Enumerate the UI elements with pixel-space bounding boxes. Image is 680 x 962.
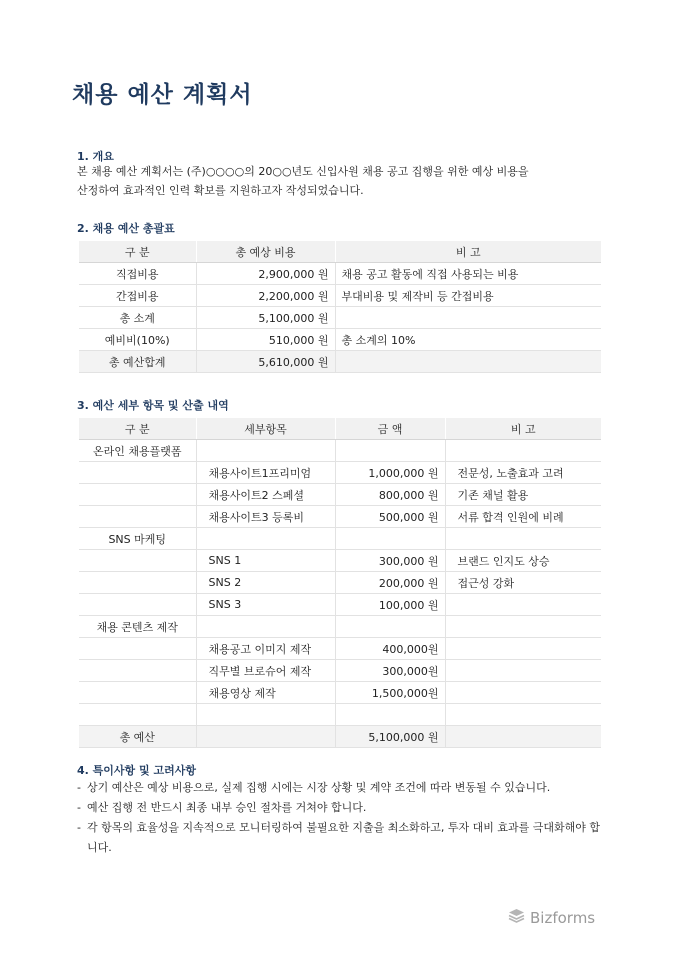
summary-category: 총 예산합계 [79,351,196,373]
summary-category: 총 소계 [79,307,196,329]
detail-note [445,682,601,704]
table-row [79,506,601,528]
dash-bullet: - [77,781,81,794]
notes-list [77,778,605,858]
summary-amount: 2,200,000 원 [196,285,335,307]
detail-category [79,594,196,616]
detail-category: 채용 콘텐츠 제작 [79,616,196,638]
table-row [79,440,601,462]
table-row [79,462,601,484]
summary-header-note: 비 고 [335,241,601,263]
detail-category: 온라인 채용플랫폼 [79,440,196,462]
table-row [79,307,601,329]
detail-item [196,528,335,550]
detail-item: 채용영상 제작 [196,682,335,704]
detail-category [79,550,196,572]
note-text: 예산 집행 전 반드시 최종 내부 승인 절차를 거쳐야 합니다. [87,801,367,814]
summary-note: 부대비용 및 제작비 등 간접비용 [335,285,601,307]
detail-header-note: 비 고 [445,418,601,440]
detail-note [445,594,601,616]
detail-category [79,484,196,506]
detail-header-amount: 금 액 [335,418,445,440]
table-row [79,351,601,373]
list-item [77,798,605,818]
detail-item: SNS 2 [196,572,335,594]
section-3-heading: 3. 예산 세부 항목 및 산출 내역 [77,399,229,412]
summary-amount: 2,900,000 원 [196,263,335,285]
detail-category [79,682,196,704]
detail-item: 채용사이트1프리미엄 [196,462,335,484]
detail-amount: 200,000 원 [335,572,445,594]
detail-amount [335,704,445,726]
table-row [79,263,601,285]
table-row [79,616,601,638]
detail-header-row [79,418,601,440]
summary-category: 간접비용 [79,285,196,307]
detail-note [445,704,601,726]
detail-note: 브랜드 인지도 상승 [445,550,601,572]
detail-header-category: 구 분 [79,418,196,440]
detail-amount: 300,000원 [335,660,445,682]
detail-amount: 100,000 원 [335,594,445,616]
detail-amount: 300,000 원 [335,550,445,572]
summary-amount: 5,610,000 원 [196,351,335,373]
section-1-line-2: 산정하여 효과적인 인력 확보를 지원하고자 작성되었습니다. [77,184,364,197]
detail-category: SNS 마케팅 [79,528,196,550]
summary-note [335,351,601,373]
summary-note: 총 소계의 10% [335,329,601,351]
summary-note: 채용 공고 활동에 직접 사용되는 비용 [335,263,601,285]
detail-note: 접근성 강화 [445,572,601,594]
detail-category [79,462,196,484]
detail-category [79,638,196,660]
detail-header-item: 세부항목 [196,418,335,440]
detail-category [79,660,196,682]
detail-amount: 400,000원 [335,638,445,660]
detail-note [445,638,601,660]
document-title: 채용 예산 계획서 [72,82,253,108]
detail-note [445,616,601,638]
list-item [77,818,605,858]
detail-note: 전문성, 노출효과 고려 [445,462,601,484]
table-row [79,484,601,506]
detail-item: 채용공고 이미지 제작 [196,638,335,660]
summary-header-amount: 총 예상 비용 [196,241,335,263]
detail-item: SNS 1 [196,550,335,572]
detail-note [445,528,601,550]
table-row [79,285,601,307]
table-row [79,550,601,572]
logo-text: Bizforms [530,909,596,927]
detail-note [445,726,601,748]
list-item [77,778,605,798]
table-row [79,329,601,351]
note-text: 각 항목의 효율성을 지속적으로 모니터링하여 불필요한 지출을 최소화하고, 투자 대비 효과를 극대화해야 합니다. [87,821,600,854]
table-row [79,638,601,660]
detail-amount: 5,100,000 원 [335,726,445,748]
detail-item [196,440,335,462]
table-row [79,660,601,682]
section-4-heading: 4. 특이사항 및 고려사항 [77,764,196,777]
detail-item: 직무별 브로슈어 제작 [196,660,335,682]
summary-table [79,241,601,373]
table-row [79,528,601,550]
table-row [79,682,601,704]
detail-category [79,704,196,726]
table-row [79,594,601,616]
table-row [79,572,601,594]
detail-amount: 800,000 원 [335,484,445,506]
detail-amount: 1,500,000원 [335,682,445,704]
summary-note [335,307,601,329]
detail-item [196,704,335,726]
dash-bullet: - [77,801,81,814]
note-text: 상기 예산은 예상 비용으로, 실제 집행 시에는 시장 상황 및 계약 조건에 따라 변동될 수 있습니다. [87,781,551,794]
detail-note: 서류 합격 인원에 비례 [445,506,601,528]
bizforms-logo [508,908,595,928]
section-1-line-1: 본 채용 예산 계획서는 (주)○○○○의 20○○년도 신입사원 채용 공고 집행을 위한 예상 비용을 [77,165,529,178]
section-1-body [77,162,529,200]
detail-table [79,418,601,748]
detail-note [445,660,601,682]
detail-note [445,440,601,462]
section-2-heading: 2. 채용 예산 총괄표 [77,222,175,235]
summary-amount: 510,000 원 [196,329,335,351]
section-1-heading: 1. 개요 [77,150,114,163]
detail-note: 기존 채널 활용 [445,484,601,506]
detail-item: 채용사이트3 등록비 [196,506,335,528]
detail-category: 총 예산 [79,726,196,748]
detail-amount [335,616,445,638]
detail-total-row [79,726,601,748]
table-row [79,704,601,726]
detail-item [196,616,335,638]
detail-item [196,726,335,748]
summary-header-row [79,241,601,263]
stack-layers-icon [508,908,525,928]
dash-bullet: - [77,821,81,834]
detail-amount [335,440,445,462]
detail-amount: 500,000 원 [335,506,445,528]
detail-item: SNS 3 [196,594,335,616]
detail-category [79,506,196,528]
detail-amount: 1,000,000 원 [335,462,445,484]
summary-category: 예비비(10%) [79,329,196,351]
summary-amount: 5,100,000 원 [196,307,335,329]
detail-category [79,572,196,594]
detail-amount [335,528,445,550]
summary-header-category: 구 분 [79,241,196,263]
summary-category: 직접비용 [79,263,196,285]
detail-item: 채용사이트2 스페셜 [196,484,335,506]
